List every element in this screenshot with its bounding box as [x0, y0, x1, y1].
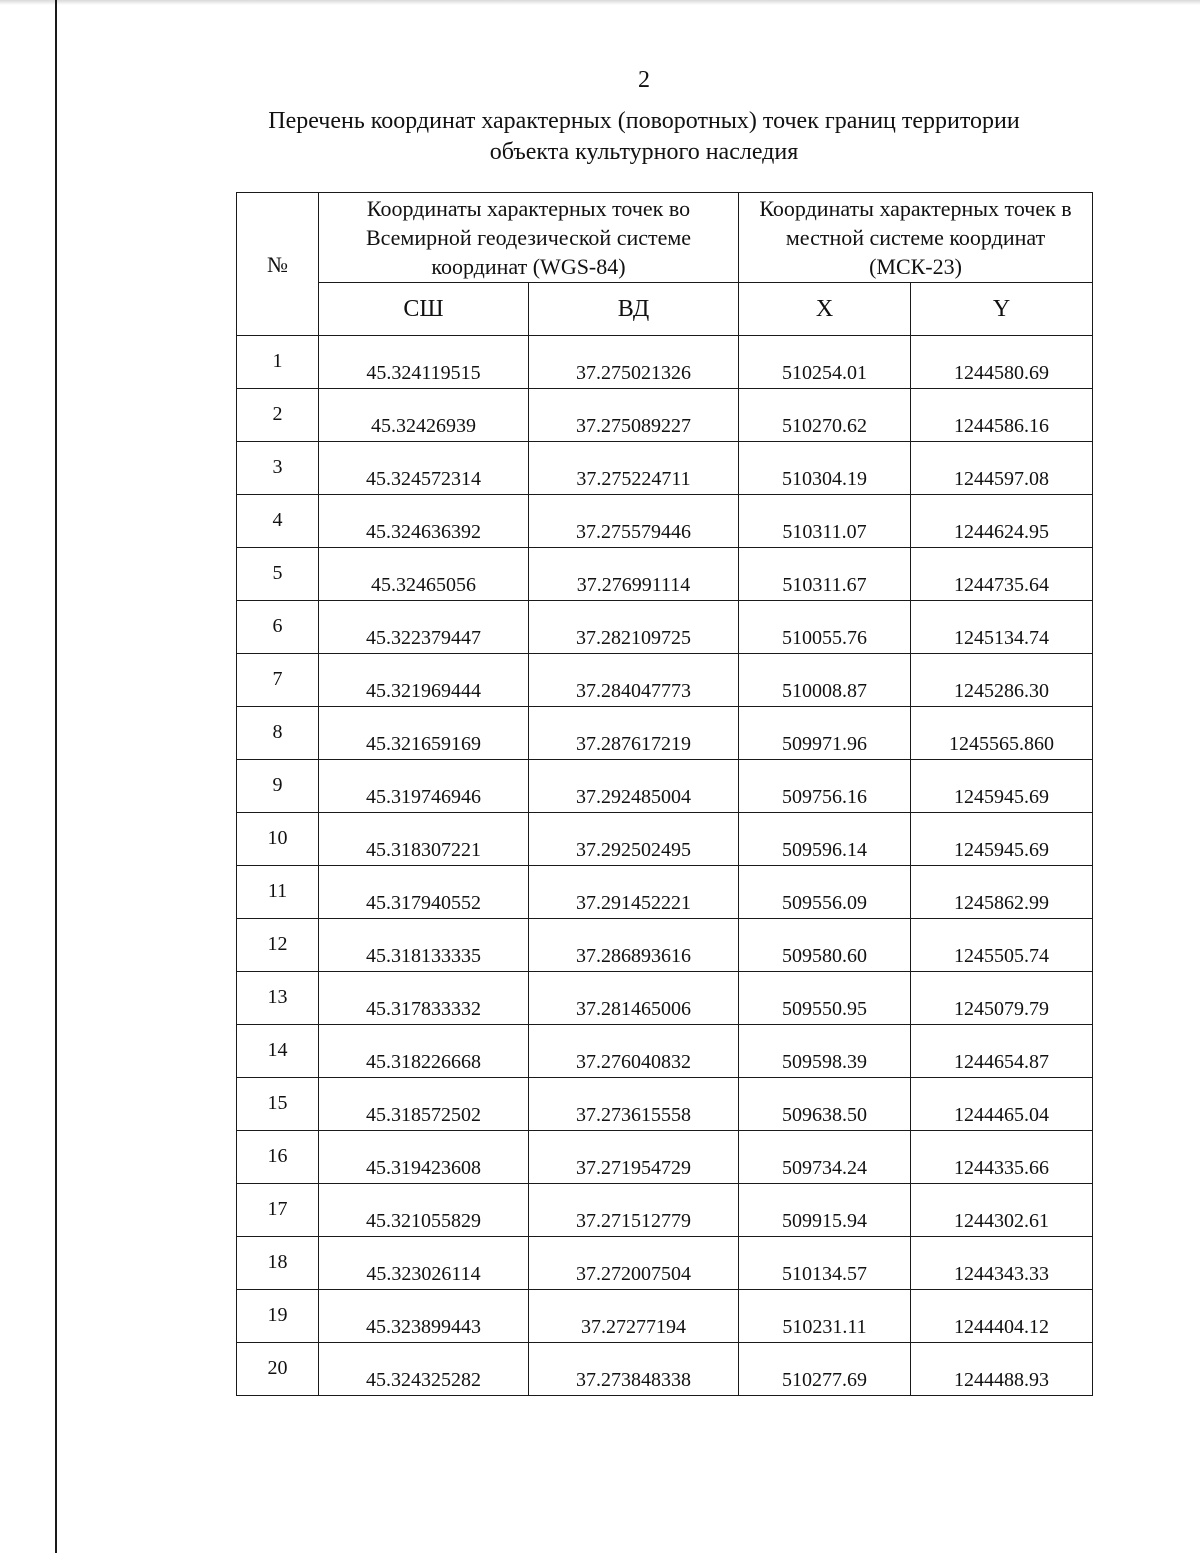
cell-latitude: 45.317940552: [319, 866, 529, 919]
cell-latitude: 45.319746946: [319, 760, 529, 813]
cell-number: 4: [237, 495, 319, 548]
cell-longitude: 37.271954729: [529, 1131, 739, 1184]
cell-number: 16: [237, 1131, 319, 1184]
cell-longitude: 37.275089227: [529, 389, 739, 442]
cell-x: 509556.09: [739, 866, 911, 919]
header-latitude: СШ: [319, 283, 529, 336]
table-row: [237, 1184, 1093, 1237]
table-row: [237, 1237, 1093, 1290]
header-row-groups: [237, 193, 1093, 283]
table-row: [237, 548, 1093, 601]
cell-longitude: 37.284047773: [529, 654, 739, 707]
cell-number: 18: [237, 1237, 319, 1290]
cell-y: 1244465.04: [911, 1078, 1093, 1131]
cell-longitude: 37.276040832: [529, 1025, 739, 1078]
cell-x: 509550.95: [739, 972, 911, 1025]
cell-y: 1244586.16: [911, 389, 1093, 442]
cell-y: 1244343.33: [911, 1237, 1093, 1290]
cell-longitude: 37.273615558: [529, 1078, 739, 1131]
table-row: [237, 1343, 1093, 1396]
header-row-columns: [237, 283, 1093, 336]
table-row: [237, 389, 1093, 442]
cell-number: 13: [237, 972, 319, 1025]
cell-number: 17: [237, 1184, 319, 1237]
cell-y: 1245079.79: [911, 972, 1093, 1025]
coordinates-table-header: [237, 193, 1093, 336]
cell-y: 1245945.69: [911, 760, 1093, 813]
cell-y: 1245565.860: [911, 707, 1093, 760]
table-row: [237, 336, 1093, 389]
cell-y: 1245945.69: [911, 813, 1093, 866]
coordinates-table: [236, 192, 1093, 1396]
cell-number: 1: [237, 336, 319, 389]
cell-latitude: 45.324325282: [319, 1343, 529, 1396]
cell-x: 510231.11: [739, 1290, 911, 1343]
cell-number: 15: [237, 1078, 319, 1131]
document-title: [200, 106, 1088, 168]
cell-x: 510311.67: [739, 548, 911, 601]
cell-y: 1245134.74: [911, 601, 1093, 654]
cell-number: 20: [237, 1343, 319, 1396]
cell-latitude: 45.318226668: [319, 1025, 529, 1078]
cell-x: 509638.50: [739, 1078, 911, 1131]
table-row: [237, 654, 1093, 707]
cell-latitude: 45.321055829: [319, 1184, 529, 1237]
cell-x: 510008.87: [739, 654, 911, 707]
table-row: [237, 601, 1093, 654]
cell-x: 509734.24: [739, 1131, 911, 1184]
cell-x: 510270.62: [739, 389, 911, 442]
cell-number: 9: [237, 760, 319, 813]
cell-y: 1244654.87: [911, 1025, 1093, 1078]
cell-x: 510254.01: [739, 336, 911, 389]
cell-y: 1244597.08: [911, 442, 1093, 495]
cell-x: 509596.14: [739, 813, 911, 866]
cell-y: 1245286.30: [911, 654, 1093, 707]
cell-number: 2: [237, 389, 319, 442]
cell-latitude: 45.32426939: [319, 389, 529, 442]
cell-x: 510311.07: [739, 495, 911, 548]
cell-y: 1244335.66: [911, 1131, 1093, 1184]
table-row: [237, 707, 1093, 760]
cell-longitude: 37.292502495: [529, 813, 739, 866]
cell-latitude: 45.324572314: [319, 442, 529, 495]
cell-y: 1245505.74: [911, 919, 1093, 972]
cell-number: 19: [237, 1290, 319, 1343]
table-row: [237, 442, 1093, 495]
table-row: [237, 972, 1093, 1025]
cell-longitude: 37.27277194: [529, 1290, 739, 1343]
cell-latitude: 45.318307221: [319, 813, 529, 866]
cell-longitude: 37.272007504: [529, 1237, 739, 1290]
table-row: [237, 1290, 1093, 1343]
cell-longitude: 37.287617219: [529, 707, 739, 760]
cell-longitude: 37.273848338: [529, 1343, 739, 1396]
cell-longitude: 37.281465006: [529, 972, 739, 1025]
document-title-line-2: объекта культурного наследия: [489, 139, 799, 165]
cell-latitude: 45.323899443: [319, 1290, 529, 1343]
table-row: [237, 1131, 1093, 1184]
cell-y: 1244580.69: [911, 336, 1093, 389]
cell-longitude: 37.275579446: [529, 495, 739, 548]
cell-latitude: 45.321969444: [319, 654, 529, 707]
cell-number: 11: [237, 866, 319, 919]
header-x: X: [739, 283, 911, 336]
cell-y: 1244735.64: [911, 548, 1093, 601]
cell-longitude: 37.282109725: [529, 601, 739, 654]
cell-latitude: 45.321659169: [319, 707, 529, 760]
cell-latitude: 45.318133335: [319, 919, 529, 972]
scan-top-edge: [0, 0, 1200, 5]
scan-left-edge: [55, 0, 57, 1553]
header-wgs-group: Координаты характерных точек во Всемирной геодезической системе координат (WGS-84): [319, 193, 739, 283]
cell-x: 509598.39: [739, 1025, 911, 1078]
cell-latitude: 45.324636392: [319, 495, 529, 548]
cell-latitude: 45.317833332: [319, 972, 529, 1025]
cell-x: 509915.94: [739, 1184, 911, 1237]
cell-y: 1244488.93: [911, 1343, 1093, 1396]
cell-longitude: 37.286893616: [529, 919, 739, 972]
cell-y: 1245862.99: [911, 866, 1093, 919]
cell-y: 1244404.12: [911, 1290, 1093, 1343]
cell-number: 12: [237, 919, 319, 972]
cell-x: 510134.57: [739, 1237, 911, 1290]
cell-number: 10: [237, 813, 319, 866]
cell-x: 510055.76: [739, 601, 911, 654]
table-row: [237, 813, 1093, 866]
table-row: [237, 495, 1093, 548]
header-number: №: [237, 193, 319, 336]
table-row: [237, 760, 1093, 813]
cell-number: 7: [237, 654, 319, 707]
cell-latitude: 45.318572502: [319, 1078, 529, 1131]
cell-y: 1244302.61: [911, 1184, 1093, 1237]
header-y: Y: [911, 283, 1093, 336]
table-row: [237, 1078, 1093, 1131]
table-row: [237, 1025, 1093, 1078]
cell-longitude: 37.271512779: [529, 1184, 739, 1237]
cell-longitude: 37.275021326: [529, 336, 739, 389]
cell-longitude: 37.275224711: [529, 442, 739, 495]
cell-longitude: 37.291452221: [529, 866, 739, 919]
cell-latitude: 45.323026114: [319, 1237, 529, 1290]
table-row: [237, 919, 1093, 972]
cell-latitude: 45.324119515: [319, 336, 529, 389]
cell-latitude: 45.32465056: [319, 548, 529, 601]
coordinates-table-body: [237, 336, 1093, 1396]
cell-x: 509580.60: [739, 919, 911, 972]
page-number: 2: [638, 67, 650, 93]
cell-longitude: 37.276991114: [529, 548, 739, 601]
cell-number: 5: [237, 548, 319, 601]
cell-x: 509971.96: [739, 707, 911, 760]
header-msk-group: Координаты характерных точек в местной системе координат (МСК-23): [739, 193, 1093, 283]
cell-longitude: 37.292485004: [529, 760, 739, 813]
cell-number: 6: [237, 601, 319, 654]
cell-number: 8: [237, 707, 319, 760]
cell-x: 510277.69: [739, 1343, 911, 1396]
table-row: [237, 866, 1093, 919]
document-title-line-1: Перечень координат характерных (поворотных) точек границ территории: [268, 108, 1020, 134]
header-longitude: ВД: [529, 283, 739, 336]
cell-latitude: 45.319423608: [319, 1131, 529, 1184]
cell-number: 14: [237, 1025, 319, 1078]
cell-x: 510304.19: [739, 442, 911, 495]
cell-y: 1244624.95: [911, 495, 1093, 548]
cell-number: 3: [237, 442, 319, 495]
cell-x: 509756.16: [739, 760, 911, 813]
cell-latitude: 45.322379447: [319, 601, 529, 654]
